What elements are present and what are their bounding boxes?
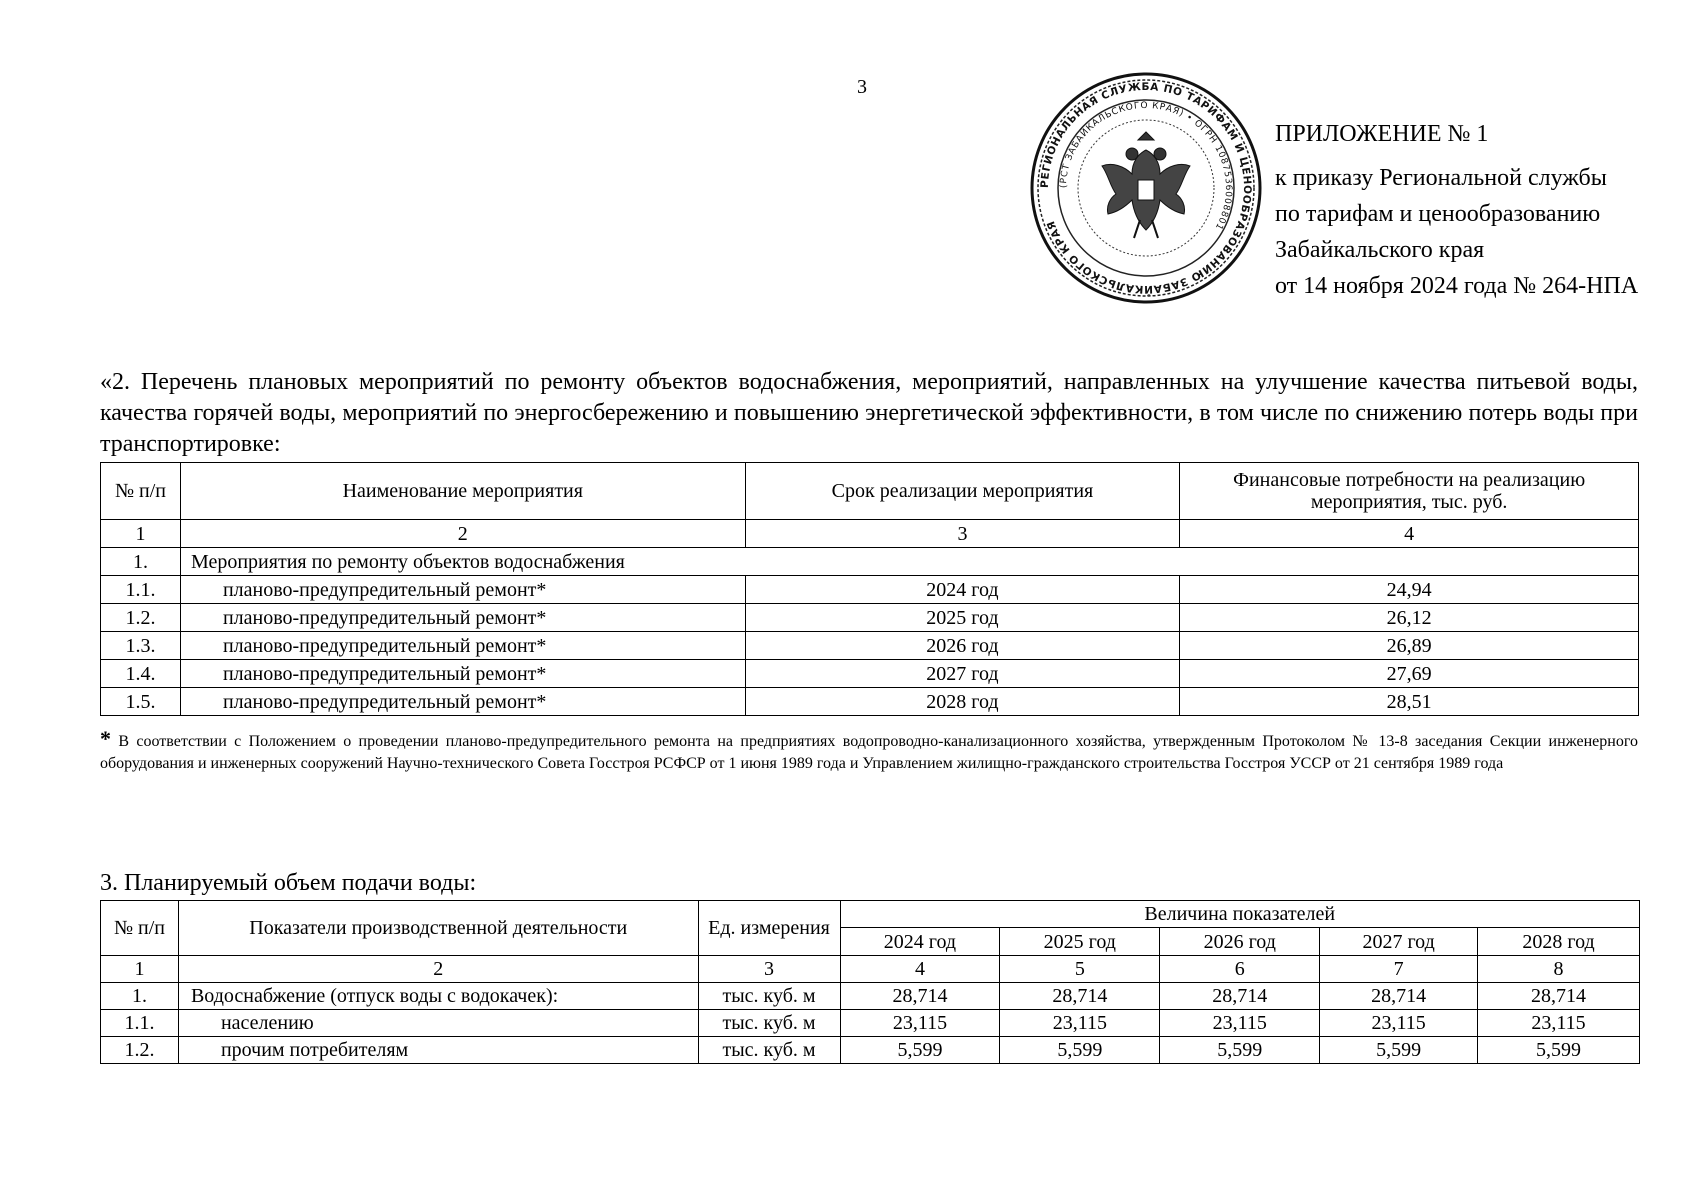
col-number: 2	[180, 520, 745, 548]
header-year: 2024 год	[840, 928, 1000, 956]
table-row	[101, 1037, 1640, 1064]
appendix-line-4: от 14 ноября 2024 года № 264-НПА	[1275, 273, 1639, 299]
row-value: 23,115	[1478, 1010, 1640, 1037]
row-term: 2028 год	[745, 688, 1180, 716]
header-year: 2028 год	[1478, 928, 1640, 956]
row-name: планово-предупредительный ремонт*	[180, 688, 745, 716]
header-name: Наименование мероприятия	[180, 463, 745, 520]
row-num: 1.1.	[101, 576, 181, 604]
footnote-star: *	[100, 726, 111, 751]
row-num: 1.1.	[101, 1010, 179, 1037]
header-values: Величина показателей	[840, 901, 1640, 928]
row-unit: тыс. куб. м	[698, 983, 840, 1010]
table-row	[101, 688, 1639, 716]
col-number: 1	[101, 956, 179, 983]
group-name: Мероприятия по ремонту объектов водоснабжения	[180, 548, 1638, 576]
row-value: 28,714	[1160, 983, 1320, 1010]
header-amount: Финансовые потребности на реализацию мероприятия, тыс. руб.	[1180, 463, 1639, 520]
row-unit: тыс. куб. м	[698, 1037, 840, 1064]
row-amount: 26,12	[1180, 604, 1639, 632]
row-name: планово-предупредительный ремонт*	[180, 660, 745, 688]
header-year: 2025 год	[1000, 928, 1160, 956]
col-number: 3	[698, 956, 840, 983]
row-value: 5,599	[840, 1037, 1000, 1064]
table-row	[101, 576, 1639, 604]
group-row	[101, 548, 1639, 576]
header-unit: Ед. измерения	[698, 901, 840, 956]
svg-text:РЕГИОНАЛЬНАЯ СЛУЖБА ПО ТАРИФАМ: РЕГИОНАЛЬНАЯ СЛУЖБА ПО ТАРИФАМ И ЦЕНООБРАЗОВАНИЮ ЗАБАЙКАЛЬСКОГО КРАЯ	[1038, 80, 1254, 296]
col-number: 3	[745, 520, 1180, 548]
row-term: 2026 год	[745, 632, 1180, 660]
measures-table	[100, 462, 1639, 716]
row-unit: тыс. куб. м	[698, 1010, 840, 1037]
col-number: 5	[1000, 956, 1160, 983]
table-row	[101, 1010, 1640, 1037]
col-number: 2	[178, 956, 698, 983]
col-number: 7	[1320, 956, 1478, 983]
row-term: 2025 год	[745, 604, 1180, 632]
appendix-block	[1275, 116, 1638, 304]
appendix-line-2: по тарифам и ценообразованию	[1275, 201, 1601, 227]
row-amount: 24,94	[1180, 576, 1639, 604]
row-amount: 26,89	[1180, 632, 1639, 660]
row-num: 1.2.	[101, 604, 181, 632]
appendix-line-3: Забайкальского края	[1275, 237, 1485, 263]
row-name: прочим потребителям	[178, 1037, 698, 1064]
row-name: планово-предупредительный ремонт*	[180, 632, 745, 660]
row-amount: 27,69	[1180, 660, 1639, 688]
row-value: 23,115	[1320, 1010, 1478, 1037]
row-num: 1.5.	[101, 688, 181, 716]
measures-table-header	[101, 463, 1639, 520]
section-2-title: «2. Перечень плановых мероприятий по ремонту объектов водоснабжения, мероприятий, направленных на улучшение качества питьевой воды, качества горячей воды, мероприятий по энергосбережению и повышению энергетической эффективности, в том числе по снижению потерь воды при транспортировке:	[100, 369, 1638, 457]
row-value: 5,599	[1160, 1037, 1320, 1064]
row-name: населению	[178, 1010, 698, 1037]
water-table-header	[101, 901, 1640, 928]
footnote	[100, 728, 1638, 775]
appendix-line-1: к приказу Региональной службы	[1275, 165, 1607, 191]
row-num: 1.2.	[101, 1037, 179, 1064]
header-term: Срок реализации мероприятия	[745, 463, 1180, 520]
row-value: 23,115	[1160, 1010, 1320, 1037]
col-number: 4	[1180, 520, 1639, 548]
table-row	[101, 604, 1639, 632]
row-term: 2024 год	[745, 576, 1180, 604]
row-num: 1.3.	[101, 632, 181, 660]
row-value: 28,714	[1320, 983, 1478, 1010]
column-number-row	[101, 956, 1640, 983]
table-row	[101, 632, 1639, 660]
header-num: № п/п	[101, 901, 179, 956]
header-year: 2026 год	[1160, 928, 1320, 956]
section-3-title: 3. Планируемый объем подачи воды:	[100, 870, 477, 896]
header-num: № п/п	[101, 463, 181, 520]
water-supply-table	[100, 900, 1640, 1064]
svg-text:(РСТ ЗАБАЙКАЛЬСКОГО КРАЯ) • ОГ: (РСТ ЗАБАЙКАЛЬСКОГО КРАЯ) • ОГРН 1087536008801	[1058, 100, 1234, 232]
row-name: планово-предупредительный ремонт*	[180, 576, 745, 604]
row-value: 28,714	[840, 983, 1000, 1010]
group-num: 1.	[101, 548, 181, 576]
table-row	[101, 660, 1639, 688]
row-value: 5,599	[1000, 1037, 1160, 1064]
header-year: 2027 год	[1320, 928, 1478, 956]
row-term: 2027 год	[745, 660, 1180, 688]
row-value: 28,714	[1000, 983, 1160, 1010]
col-number: 8	[1478, 956, 1640, 983]
official-seal-stamp	[1028, 70, 1264, 306]
appendix-title: ПРИЛОЖЕНИЕ № 1	[1275, 121, 1489, 147]
row-value: 5,599	[1320, 1037, 1478, 1064]
row-value: 23,115	[840, 1010, 1000, 1037]
col-number: 6	[1160, 956, 1320, 983]
row-amount: 28,51	[1180, 688, 1639, 716]
row-value: 23,115	[1000, 1010, 1160, 1037]
row-name: планово-предупредительный ремонт*	[180, 604, 745, 632]
footnote-text: В соответствии с Положением о проведении планово-предупредительного ремонта на предприятиях водопроводно-канализационного хозяйства, утвержденным Протоколом № 13-8 заседания Секции инженерного оборудования и инженерных сооружений Научно-технического Совета Госстроя РСФСР от 1 июня 1989 года и Управлением жилищно-гражданского строительства Госстроя УССР от 21 сентября 1989 года	[100, 733, 1638, 772]
page-number: 3	[857, 76, 867, 98]
row-value: 5,599	[1478, 1037, 1640, 1064]
header-indicator: Показатели производственной деятельности	[178, 901, 698, 956]
row-name: Водоснабжение (отпуск воды с водокачек):	[178, 983, 698, 1010]
row-num: 1.	[101, 983, 179, 1010]
col-number: 4	[840, 956, 1000, 983]
row-value: 28,714	[1478, 983, 1640, 1010]
column-number-row	[101, 520, 1639, 548]
table-row	[101, 983, 1640, 1010]
row-num: 1.4.	[101, 660, 181, 688]
seal-emblem-icon	[1028, 70, 1264, 306]
col-number: 1	[101, 520, 181, 548]
